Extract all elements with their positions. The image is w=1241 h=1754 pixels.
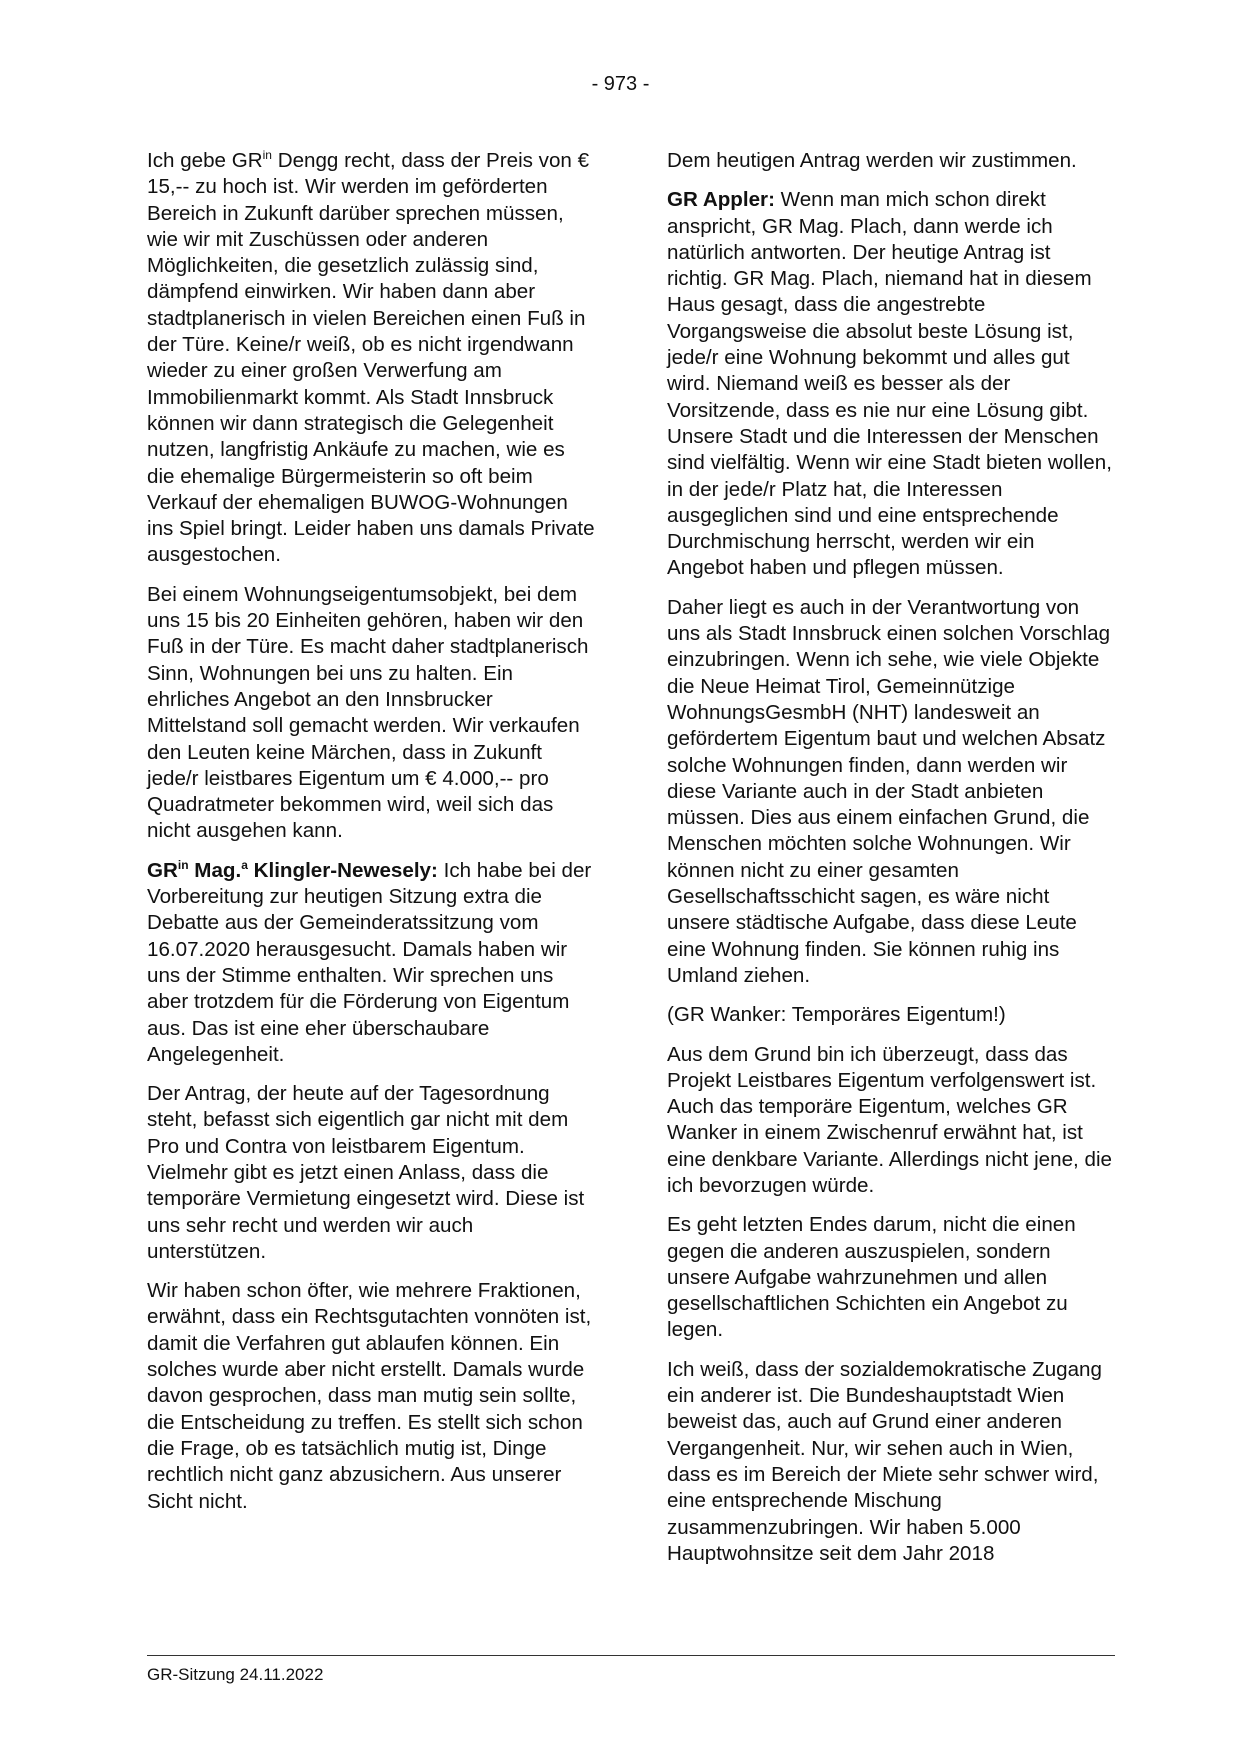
superscript: a [241,857,248,872]
paragraph-text: Ich gebe GR [147,149,263,172]
page-number: - 973 - [591,73,650,95]
paragraph: Ich weiß, dass der sozialdemokratische Zugang ein anderer ist. Die Bundeshauptstadt Wien beweist das, auch auf Grund einer anderen Vergangenheit. Nur, wir sehen auch in Wien, dass es im Bereich der Miete sehr schwer wird, eine entsprechende Mischung zusammenzubringen. Wir haben 5.000 Hauptwohnsitze seit dem Jahr 2018 [667,1357,1102,1565]
speaker-part: Mag. [188,858,242,882]
superscript: in [262,148,272,163]
paragraph-text: Dengg recht, dass der Preis von € 15,-- zu hoch ist. Wir werden im geförderten Bereich in Zukunft darüber sprechen müssen, wie wir mit Zuschüssen oder anderen Möglichkeiten, die gesetzlich zulässig sind, dämpfend einwirken. Wir haben dann aber stadtplanerisch in vielen Bereichen einen Fuß in der Türe. Keine/r weiß, ob es nicht irgendwann wieder zu einer großen Verwerfung am Immobilienmarkt kommt. Als Stadt Innsbruck können wir dann strategisch die Gelegenheit nutzen, langfristig Ankäufe zu machen, wie es die ehemalige Bürgermeisterin so oft beim Verkauf der ehemaligen BUWOG-Wohnungen ins Spiel bringt. Leider haben uns damals Private ausgestochen. [147,149,595,567]
speaker-name: GR Appler: [667,188,775,212]
footer-divider [147,1655,1115,1656]
paragraph: Wir haben schon öfter, wie mehrere Fraktionen, erwähnt, dass ein Rechtsgutachten vonnöten ist, damit die Verfahren gut ablaufen können. Ein solches wurde aber nicht erstellt. Damals wurde davon gesprochen, dass man mutig sein sollte, die Entscheidung zu treffen. Es stellt sich schon die Frage, ob es tatsächlich mutig ist, Dinge rechtlich nicht ganz abzusichern. Aus unserer Sicht nicht. [147,1279,592,1513]
footer-text: GR-Sitzung 24.11.2022 [147,1665,324,1684]
paragraph: Es geht letzten Endes darum, nicht die einen gegen die anderen auszuspielen, sondern unsere Aufgabe wahrzunehmen und allen gesellschaftlichen Schichten ein Angebot zu legen. [667,1213,1076,1342]
speaker-part: Klingler-Newesely: [247,858,438,882]
paragraph: Dem heutigen Antrag werden wir zustimmen. [667,149,1077,172]
paragraph [667,187,1115,581]
left-column [147,148,595,1528]
paragraph: Aus dem Grund bin ich überzeugt, dass das Projekt Leistbares Eigentum verfolgenswert ist. Auch das temporäre Eigentum, welches GR Wanker in einem Zwischenruf erwähnt hat, ist eine denkbare Variante. Allerdings nicht jene, die ich bevorzugen würde. [667,1042,1112,1197]
paragraph [147,148,595,569]
paragraph: Daher liegt es auch in der Verantwortung von uns als Stadt Innsbruck einen solchen Vorschlag einzubringen. Wenn ich sehe, wie viele Objekte die Neue Heimat Tirol, Gemeinnützige WohnungsGesmbH (NHT) landesweit an gefördertem Eigentum baut und welchen Absatz solche Wohnungen finden, dann werden wir diese Variante auch in der Stadt anbieten müssen. Dies aus einem einfachen Grund, die Menschen möchten solche Wohnungen. Wir können nicht zu einer gesamten Gesellschaftsschicht sagen, es wäre nicht unsere städtische Aufgabe, dass diese Leute eine Wohnung finden. Sie können ruhig ins Umland ziehen. [667,595,1111,987]
paragraph [147,858,595,1068]
speaker-part: GR [147,858,178,882]
paragraph: Der Antrag, der heute auf der Tagesordnung steht, befasst sich eigentlich gar nicht mit dem Pro und Contra von leistbarem Eigentum. Vielmehr gibt es jetzt einen Anlass, dass die temporäre Vermietung eingesetzt wird. Diese ist uns sehr recht und werden wir auch unterstützen. [147,1082,585,1263]
paragraph: Bei einem Wohnungseigentumsobjekt, bei dem uns 15 bis 20 Einheiten gehören, haben wir den Fuß in der Türe. Es macht daher stadtplanerisch Sinn, Wohnungen bei uns zu halten. Ein ehrliches Angebot an den Innsbrucker Mittelstand soll gemacht werden. Wir verkaufen den Leuten keine Märchen, dass in Zukunft jede/r leistbares Eigentum um € 4.000,-- pro Quadratmeter bekommen wird, weil sich das nicht ausgehen kann. [147,582,589,843]
paragraph-text: Wenn man mich schon direkt anspricht, GR Mag. Plach, dann werde ich natürlich antworten. Der heutige Antrag ist richtig. GR Mag. Plach, niemand hat in diesem Haus gesagt, dass die angestrebte Vorgangsweise die absolut beste Lösung ist, jede/r eine Wohnung bekommt und alles gut wird. Niemand weiß es besser als der Vorsitzende, dass es nie nur eine Lösung gibt. Unsere Stadt und die Interessen der Menschen sind vielfältig. Wenn wir eine Stadt bieten wollen, in der jede/r Platz hat, die Interessen ausgeglichen sind und eine entsprechende Durchmischung herrscht, werden wir ein Angebot haben und pflegen müssen. [667,188,1112,580]
speaker-name [147,859,438,882]
superscript: in [177,857,189,872]
paragraph-text: Ich habe bei der Vorbereitung zur heutigen Sitzung extra die Debatte aus der Gemeinderatssitzung vom 16.07.2020 herausgesucht. Damals haben wir uns der Stimme enthalten. Wir sprechen uns aber trotzdem für die Förderung von Eigentum aus. Das ist eine eher überschaubare Angelegenheit. [147,858,592,1066]
right-column [667,148,1115,1580]
interjection: (GR Wanker: Temporäres Eigentum!) [667,1003,1006,1027]
